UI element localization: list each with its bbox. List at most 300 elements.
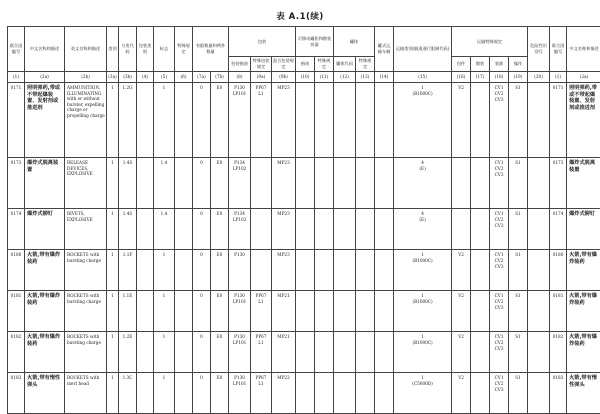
tank-vehicle	[375, 209, 394, 250]
un-number: 0181	[8, 291, 25, 332]
special-loading-line: CV1	[491, 211, 507, 217]
tank-vehicle	[375, 291, 394, 332]
un-number-repeat: 0180	[550, 250, 567, 291]
special-packing	[251, 83, 272, 158]
packing-instruction-line: LP101	[230, 299, 249, 305]
limited-quantity: 0	[193, 158, 211, 209]
mixed-packing: MP23	[272, 158, 296, 209]
class-code: 1.1F	[119, 250, 137, 291]
tanker-special	[356, 332, 375, 373]
special-operation: S1	[509, 373, 528, 414]
tank-vehicle	[375, 250, 394, 291]
column-number: (15)	[394, 72, 452, 83]
special-loading	[490, 291, 509, 332]
column-number: (7b)	[211, 72, 229, 83]
hdr-un-no: 联合国编号	[8, 27, 25, 72]
tanker-special	[356, 209, 375, 250]
special-packing-line: L1	[252, 91, 270, 97]
un-number: 0180	[8, 250, 25, 291]
limited-quantity: 0	[193, 291, 211, 332]
column-number: (2a)	[567, 72, 600, 83]
packing-group	[137, 373, 154, 414]
chinese-name-repeat: 火箭,带有爆炸装药	[567, 250, 600, 291]
packing-instruction-line: P130	[230, 252, 249, 258]
english-name: RELEASE DEVICES, EXPLOSIVE	[65, 158, 107, 209]
hazard-id	[528, 83, 550, 158]
chinese-name: 火箭,带有爆炸装药	[25, 291, 65, 332]
column-number: (1)	[550, 72, 567, 83]
special-provision	[175, 373, 193, 414]
class: 1	[107, 83, 119, 158]
special-operation: S1	[509, 83, 528, 158]
special-loading	[490, 83, 509, 158]
special-provision	[175, 250, 193, 291]
special-operation: S1	[509, 332, 528, 373]
chinese-name: 火箭,带有爆炸装药	[25, 332, 65, 373]
tanker-special	[356, 158, 375, 209]
special-loading-line: CV2	[491, 340, 507, 346]
special-operation: S1	[509, 250, 528, 291]
tank-special	[315, 250, 334, 291]
special-packing-line: PP67	[252, 375, 270, 381]
special-package: V2	[452, 250, 471, 291]
english-name: ROCKETS with inert head	[65, 373, 107, 414]
hdr-tank-special: 特殊规定	[315, 57, 334, 72]
tank-code	[334, 373, 356, 414]
tank-code	[334, 250, 356, 291]
transport-category-line: (B1000C)	[395, 340, 450, 346]
column-number: (13)	[356, 72, 375, 83]
special-loading-line: CV3	[491, 223, 507, 229]
chinese-name-repeat: 火箭,带有爆炸装药	[567, 332, 600, 373]
packing-instruction-line: P130	[230, 293, 249, 299]
packing-instruction	[229, 291, 251, 332]
transport-category	[394, 332, 452, 373]
special-bulk	[471, 250, 490, 291]
transport-category-line: (B1000C)	[395, 299, 450, 305]
chinese-name-repeat: 爆炸式铆钉	[567, 209, 600, 250]
tank-code	[334, 291, 356, 332]
transport-category-line: (E)	[395, 217, 450, 223]
special-package: V2	[452, 83, 471, 158]
chinese-name-repeat: 照明弹药,带或不带起爆装置、发射剂或推进剂	[567, 83, 600, 158]
hdr-op-group: 运输特殊规定	[452, 27, 528, 57]
excepted-quantity: E0	[211, 209, 229, 250]
tanker-special	[356, 291, 375, 332]
excepted-quantity: E0	[211, 373, 229, 414]
special-loading-line: CV3	[491, 305, 507, 311]
hdr-packing: 包装	[229, 27, 296, 57]
special-packing	[251, 373, 272, 414]
hdr-tanker: 罐体	[334, 27, 375, 57]
packing-instruction	[229, 373, 251, 414]
special-loading-line: CV1	[491, 334, 507, 340]
tank-vehicle	[375, 83, 394, 158]
column-number: (1)	[8, 72, 25, 83]
tank-instruction	[296, 373, 315, 414]
chinese-name: 火箭,带有惰性弹头	[25, 373, 65, 414]
tank-instruction	[296, 158, 315, 209]
special-bulk	[471, 209, 490, 250]
column-number: (12)	[334, 72, 356, 83]
special-packing-line: PP67	[252, 85, 270, 91]
chinese-name: 爆炸式铆钉	[25, 209, 65, 250]
special-operation: S1	[509, 209, 528, 250]
packing-instruction-line: LP101	[230, 91, 249, 97]
chinese-name: 照明弹药,带或不带起爆装置、发射剂或推进剂	[25, 83, 65, 158]
special-provision	[175, 209, 193, 250]
column-number: (7a)	[193, 72, 211, 83]
packing-instruction	[229, 332, 251, 373]
transport-category-line: (C5000D)	[395, 381, 450, 387]
special-loading	[490, 332, 509, 373]
column-number: (9a)	[251, 72, 272, 83]
special-loading	[490, 250, 509, 291]
label: 1	[154, 373, 175, 414]
chinese-name-repeat: 爆炸式脱离装置	[567, 158, 600, 209]
un-number-repeat: 0173	[550, 158, 567, 209]
packing-instruction-line: LP102	[230, 166, 249, 172]
special-loading-line: CV3	[491, 264, 507, 270]
hazard-id	[528, 250, 550, 291]
class-code: 1.2G	[119, 83, 137, 158]
table-row	[8, 250, 600, 291]
special-loading-line: CV3	[491, 346, 507, 352]
hdr-op-op: 操作	[509, 57, 528, 72]
column-number: (8)	[229, 72, 251, 83]
table-row	[8, 332, 600, 373]
column-number: (4)	[137, 72, 154, 83]
tank-special	[315, 332, 334, 373]
special-package	[452, 209, 471, 250]
special-loading-line: CV2	[491, 166, 507, 172]
tanker-special	[356, 250, 375, 291]
label: 1	[154, 291, 175, 332]
limited-quantity: 0	[193, 332, 211, 373]
special-loading	[490, 373, 509, 414]
label: 1.4	[154, 209, 175, 250]
special-package: V2	[452, 332, 471, 373]
packing-instruction-line: P130	[230, 375, 249, 381]
hdr-class: 类别	[107, 27, 119, 72]
hazard-id	[528, 291, 550, 332]
column-number: (11)	[315, 72, 334, 83]
transport-category-line: 4	[395, 211, 450, 217]
transport-category-line: 4	[395, 160, 450, 166]
packing-instruction-line: P130	[230, 85, 249, 91]
page-title: 表 A.1(续)	[0, 10, 600, 22]
tank-special	[315, 158, 334, 209]
column-number: (3b)	[119, 72, 137, 83]
limited-quantity: 0	[193, 373, 211, 414]
mixed-packing: MP23	[272, 250, 296, 291]
label: 1	[154, 250, 175, 291]
packing-instruction-line: LP101	[230, 340, 249, 346]
limited-quantity: 0	[193, 250, 211, 291]
tank-code	[334, 332, 356, 373]
label: 1	[154, 83, 175, 158]
un-number-repeat: 0183	[550, 373, 567, 414]
tank-instruction	[296, 209, 315, 250]
class-code: 1.3C	[119, 373, 137, 414]
header-row-top	[8, 27, 600, 57]
english-name: ROCKETS with bursting charge	[65, 291, 107, 332]
limited-quantity: 0	[193, 83, 211, 158]
chinese-name-repeat: 火箭,带有惰性弹头	[567, 373, 600, 414]
packing-group	[137, 158, 154, 209]
column-number: (5)	[154, 72, 175, 83]
hdr-pkg-instr: 包装指南	[229, 57, 251, 72]
packing-instruction	[229, 250, 251, 291]
special-loading-line: CV3	[491, 97, 507, 103]
special-provision	[175, 332, 193, 373]
hdr-special: 特殊规定	[175, 27, 193, 72]
column-number: (19)	[509, 72, 528, 83]
tank-vehicle	[375, 158, 394, 209]
hdr-cn-name: 中文名称和描述	[25, 27, 65, 72]
transport-category	[394, 250, 452, 291]
class: 1	[107, 250, 119, 291]
limited-quantity: 0	[193, 209, 211, 250]
transport-category	[394, 158, 452, 209]
column-number: (16)	[452, 72, 471, 83]
special-loading-line: CV3	[491, 172, 507, 178]
transport-category-line: 1	[395, 375, 450, 381]
special-packing-line: L1	[252, 299, 270, 305]
transport-category-line: 1	[395, 293, 450, 299]
hdr-un-no-2: 联合国编号	[550, 27, 567, 72]
column-number: (18)	[490, 72, 509, 83]
excepted-quantity: E0	[211, 158, 229, 209]
special-provision	[175, 83, 193, 158]
tank-vehicle	[375, 373, 394, 414]
english-name: AMMUNITION, ILLUMINATING with or without burster, expelling charge or propelling charge	[65, 83, 107, 158]
english-name: RIVETS, EXPLOSIVE	[65, 209, 107, 250]
hdr-tank-code: 罐体代码	[334, 57, 356, 72]
special-packing-line: PP67	[252, 334, 270, 340]
hdr-op-bulk: 散装	[471, 57, 490, 72]
special-bulk	[471, 332, 490, 373]
column-number: (9b)	[272, 72, 296, 83]
hdr-limited-qty: 有限数量和例外数量	[193, 27, 229, 72]
mixed-packing: MP21	[272, 332, 296, 373]
excepted-quantity: E0	[211, 332, 229, 373]
special-loading-line: CV1	[491, 375, 507, 381]
column-number: (10)	[296, 72, 315, 83]
transport-category-line: (B1000C)	[395, 258, 450, 264]
special-packing-line: L1	[252, 381, 270, 387]
tank-instruction	[296, 291, 315, 332]
un-number-repeat: 0171	[550, 83, 567, 158]
chinese-name: 火箭,带有爆炸装药	[25, 250, 65, 291]
excepted-quantity: E0	[211, 291, 229, 332]
special-loading-line: CV1	[491, 293, 507, 299]
hazard-id	[528, 373, 550, 414]
special-packing	[251, 250, 272, 291]
hdr-tank-instr: 指南	[296, 57, 315, 72]
column-number-row	[8, 72, 600, 83]
special-loading-line: CV2	[491, 381, 507, 387]
hdr-cn-name-2: 中文名称和描述	[567, 27, 600, 72]
special-loading-line: CV2	[491, 299, 507, 305]
column-number: (17)	[471, 72, 490, 83]
un-number: 0171	[8, 83, 25, 158]
hdr-class-code: 分类代码	[119, 27, 137, 72]
special-package: V2	[452, 373, 471, 414]
table-row	[8, 209, 600, 250]
special-package: V2	[452, 291, 471, 332]
hdr-hazard-no: 危险性识别号	[528, 27, 550, 72]
hazard-id	[528, 209, 550, 250]
column-number: (3a)	[107, 72, 119, 83]
mixed-packing: MP23	[272, 83, 296, 158]
hdr-vehicle: 罐式运输车辆	[375, 27, 394, 72]
tank-instruction	[296, 83, 315, 158]
special-packing	[251, 291, 272, 332]
class-code: 1.4S	[119, 209, 137, 250]
un-number: 0183	[8, 373, 25, 414]
transport-category	[394, 209, 452, 250]
english-name: ROCKETS with bursting charge	[65, 250, 107, 291]
special-loading-line: CV1	[491, 85, 507, 91]
column-number: (20)	[528, 72, 550, 83]
tank-instruction	[296, 332, 315, 373]
packing-instruction-line: P134	[230, 211, 249, 217]
transport-category	[394, 83, 452, 158]
packing-group	[137, 83, 154, 158]
column-number: (2a)	[25, 72, 65, 83]
column-number: (6)	[175, 72, 193, 83]
packing-instruction-line: LP101	[230, 381, 249, 387]
english-name: ROCKETS with bursting charge	[65, 332, 107, 373]
un-number-repeat: 0182	[550, 332, 567, 373]
hdr-tank-group: 可移动罐柜和散装容器	[296, 27, 334, 57]
hdr-tanker-special: 特殊规定	[356, 57, 375, 72]
class: 1	[107, 158, 119, 209]
un-number-repeat: 0181	[550, 291, 567, 332]
hazard-id	[528, 158, 550, 209]
excepted-quantity: E0	[211, 83, 229, 158]
hdr-pkg-group: 包装类别	[137, 27, 154, 72]
packing-instruction-line: P134	[230, 160, 249, 166]
table-row	[8, 158, 600, 209]
special-packing-line: L1	[252, 340, 270, 346]
packing-group	[137, 332, 154, 373]
special-provision	[175, 291, 193, 332]
packing-group	[137, 250, 154, 291]
un-number-repeat: 0174	[550, 209, 567, 250]
mixed-packing: MP23	[272, 209, 296, 250]
chinese-name: 爆炸式脱离装置	[25, 158, 65, 209]
tank-instruction	[296, 250, 315, 291]
dangerous-goods-table	[7, 26, 600, 414]
transport-category-line: 1	[395, 334, 450, 340]
special-loading-line: CV1	[491, 252, 507, 258]
tank-special	[315, 83, 334, 158]
hazard-id	[528, 332, 550, 373]
class-code: 1.4S	[119, 158, 137, 209]
special-loading-line: CV2	[491, 91, 507, 97]
transport-category-line: 1	[395, 85, 450, 91]
column-number: (14)	[375, 72, 394, 83]
transport-category-line: (B1000C)	[395, 91, 450, 97]
packing-instruction-line: LP102	[230, 217, 249, 223]
tanker-special	[356, 83, 375, 158]
hdr-en-name: 英文名称和描述	[65, 27, 107, 72]
special-bulk	[471, 83, 490, 158]
special-loading-line: CV2	[491, 217, 507, 223]
special-loading-line: CV3	[491, 387, 507, 393]
label: 1	[154, 332, 175, 373]
special-package	[452, 158, 471, 209]
packing-instruction	[229, 83, 251, 158]
tank-special	[315, 209, 334, 250]
packing-instruction	[229, 158, 251, 209]
table-row	[8, 83, 600, 158]
class-code: 1.2E	[119, 332, 137, 373]
un-number: 0174	[8, 209, 25, 250]
class-code: 1.1E	[119, 291, 137, 332]
transport-category-line: (E)	[395, 166, 450, 172]
column-number: (2b)	[65, 72, 107, 83]
excepted-quantity: E0	[211, 250, 229, 291]
hdr-pkg-special: 特殊包装规定	[251, 57, 272, 72]
special-loading	[490, 209, 509, 250]
hdr-transport-cat: 运输类别(隧道通行限制代码)	[394, 27, 452, 72]
table-row	[8, 373, 600, 414]
hdr-labels: 标志	[154, 27, 175, 72]
special-packing	[251, 332, 272, 373]
special-loading-line: CV2	[491, 258, 507, 264]
packing-instruction	[229, 209, 251, 250]
special-packing	[251, 209, 272, 250]
hdr-op-load: 装卸	[490, 57, 509, 72]
class: 1	[107, 332, 119, 373]
special-provision	[175, 158, 193, 209]
un-number: 0182	[8, 332, 25, 373]
tank-vehicle	[375, 332, 394, 373]
tank-special	[315, 373, 334, 414]
packing-instruction-line: P130	[230, 334, 249, 340]
packing-group	[137, 291, 154, 332]
class: 1	[107, 373, 119, 414]
transport-category	[394, 291, 452, 332]
special-loading	[490, 158, 509, 209]
tanker-special	[356, 373, 375, 414]
class: 1	[107, 291, 119, 332]
tank-code	[334, 158, 356, 209]
hdr-op-pkg: 包件	[452, 57, 471, 72]
tank-code	[334, 83, 356, 158]
special-loading-line: CV1	[491, 160, 507, 166]
hdr-mixed: 混合包装规定	[272, 57, 296, 72]
special-bulk	[471, 373, 490, 414]
special-bulk	[471, 158, 490, 209]
special-operation: S1	[509, 158, 528, 209]
mixed-packing: MP22	[272, 373, 296, 414]
table-row	[8, 291, 600, 332]
packing-group	[137, 209, 154, 250]
tank-code	[334, 209, 356, 250]
transport-category-line: 1	[395, 252, 450, 258]
label: 1.4	[154, 158, 175, 209]
un-number: 0173	[8, 158, 25, 209]
tank-special	[315, 291, 334, 332]
special-packing-line: PP67	[252, 293, 270, 299]
special-operation: S1	[509, 291, 528, 332]
special-packing	[251, 158, 272, 209]
mixed-packing: MP21	[272, 291, 296, 332]
